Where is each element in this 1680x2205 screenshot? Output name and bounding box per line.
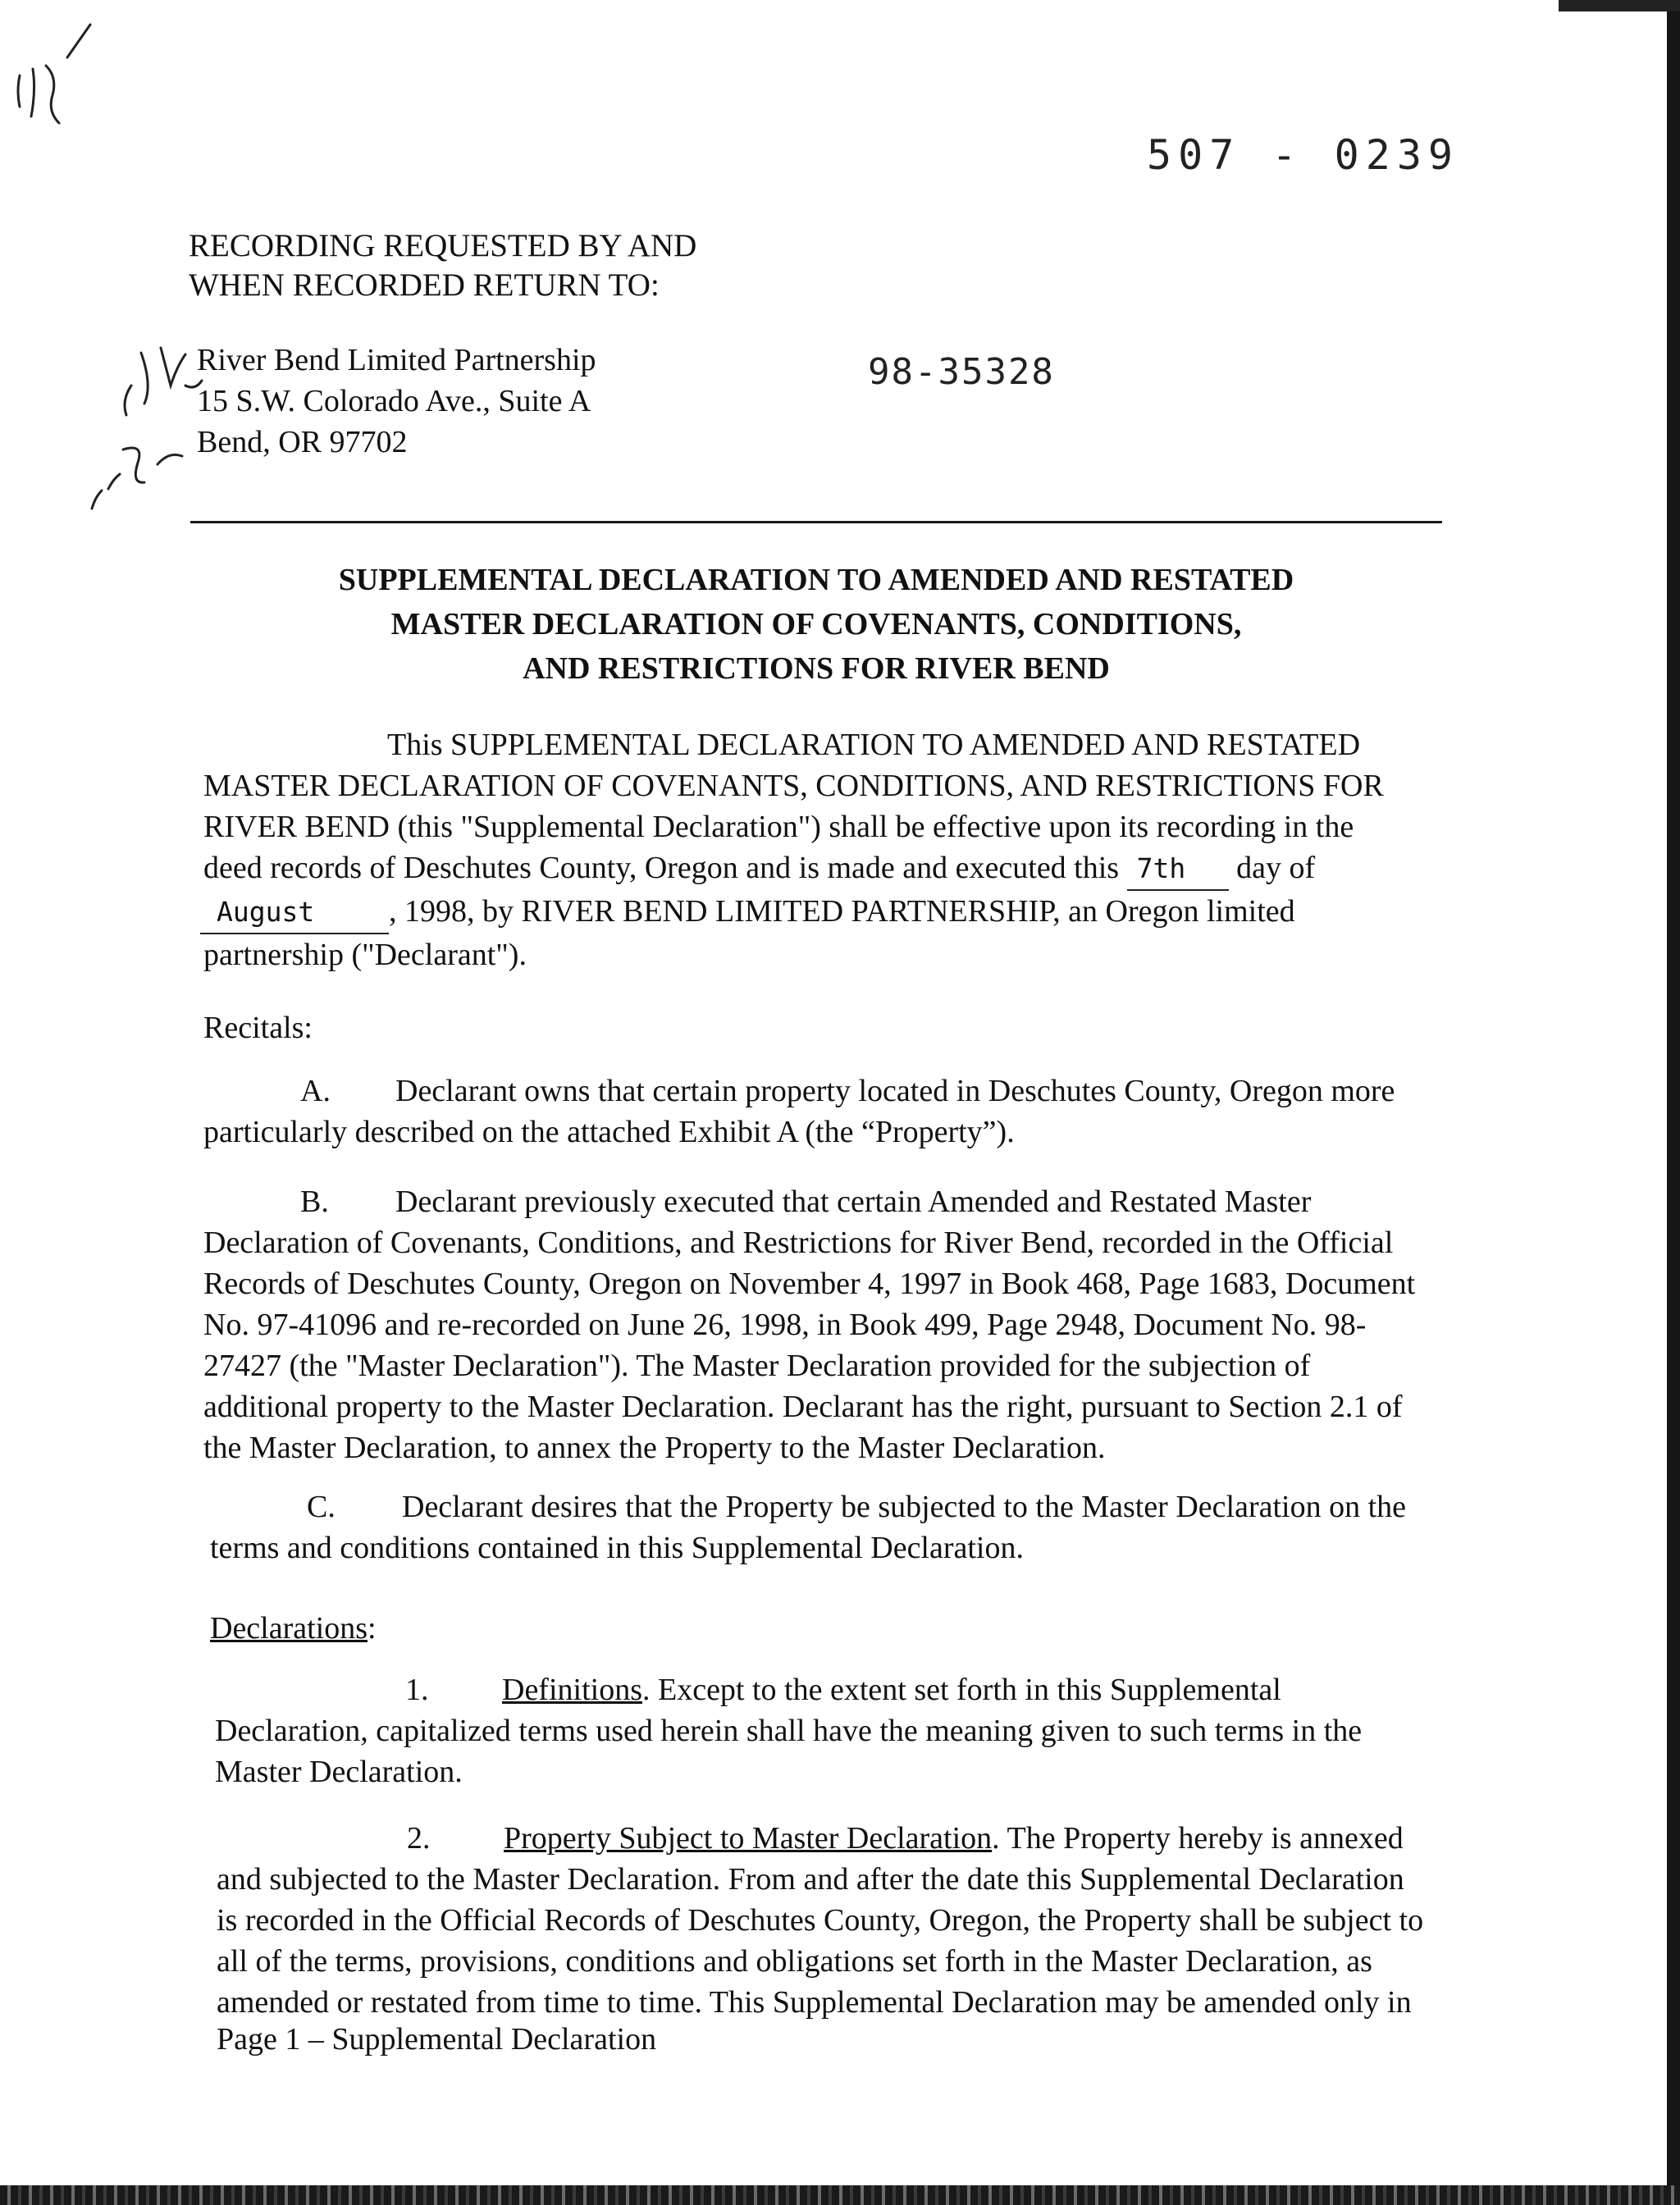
recital-line: additional property to the Master Declaration. Declarant has the right, pursuant to Section 2.1 of xyxy=(203,1390,1403,1424)
section-line: is recorded in the Official Records of Deschutes County, Oregon, the Property shall be subject to xyxy=(217,1903,1424,1938)
scan-edge-top xyxy=(1559,0,1680,11)
recital-letter: C. xyxy=(307,1490,336,1524)
recital-line: 27427 (the "Master Declaration"). The Master Declaration provided for the subjection of xyxy=(203,1349,1311,1383)
recitals-heading: Recitals: xyxy=(203,1011,313,1045)
document-number: 507 - 0239 xyxy=(1147,131,1460,179)
declarations-heading-text: Declarations xyxy=(210,1611,368,1646)
page-footer: Page 1 – Supplemental Declaration xyxy=(217,2022,657,2057)
recital-line: terms and conditions contained in this Supplemental Declaration. xyxy=(210,1531,1024,1565)
section-text: . The Property hereby is annexed xyxy=(992,1821,1404,1856)
recital-b xyxy=(203,1181,1434,1468)
recording-header xyxy=(189,226,845,305)
margin-mark-55 xyxy=(18,25,90,123)
intro-paragraph xyxy=(203,724,1434,975)
section-line xyxy=(217,1818,1447,1859)
scan-edge-right xyxy=(1667,0,1680,2205)
section-2 xyxy=(217,1818,1447,2023)
title-line: MASTER DECLARATION OF COVENANTS, CONDITIONS, xyxy=(390,607,1242,641)
section-1 xyxy=(215,1669,1445,1792)
address-line: Bend, OR 97702 xyxy=(197,425,408,459)
section-line: all of the terms, provisions, conditions and obligations set forth in the Master Declaration, as xyxy=(217,1944,1372,1979)
declarations-colon: : xyxy=(368,1611,377,1646)
section-number: 1. xyxy=(405,1673,429,1707)
month-field: August xyxy=(200,892,389,934)
title-line: AND RESTRICTIONS FOR RIVER BEND xyxy=(523,651,1110,686)
file-number: 98-35328 xyxy=(868,351,1055,393)
handwritten-initials-bottom xyxy=(92,448,182,509)
recital-text: Declarant owns that certain property located in Deschutes County, Oregon more xyxy=(395,1074,1395,1108)
recital-line: Declaration of Covenants, Conditions, and Restrictions for River Bend, recorded in the Official xyxy=(203,1226,1394,1260)
recital-line: No. 97-41096 and re-recorded on June 26, 1998, in Book 499, Page 2948, Document No. 98- xyxy=(203,1308,1367,1342)
recital-letter: B. xyxy=(300,1185,329,1219)
horizontal-rule xyxy=(190,521,1442,523)
intro-line: MASTER DECLARATION OF COVENANTS, CONDITIONS, AND RESTRICTIONS FOR xyxy=(203,769,1384,803)
title-line: SUPPLEMENTAL DECLARATION TO AMENDED AND RESTATED xyxy=(338,563,1294,597)
recording-header-line: RECORDING REQUESTED BY AND xyxy=(189,228,697,263)
scan-edge-bottom xyxy=(0,2185,1680,2205)
recital-line: particularly described on the attached Exhibit A (the “Property”). xyxy=(203,1115,1015,1149)
recital-text: Declarant desires that the Property be subjected to the Master Declaration on the xyxy=(402,1490,1406,1524)
address-line: 15 S.W. Colorado Ave., Suite A xyxy=(197,384,591,418)
recital-line xyxy=(203,1181,1434,1222)
section-line: Master Declaration. xyxy=(215,1755,463,1789)
intro-line: This SUPPLEMENTAL DECLARATION TO AMENDED AND RESTATED xyxy=(387,728,1361,762)
declarations-heading xyxy=(210,1608,1440,1649)
address-line: River Bend Limited Partnership xyxy=(197,343,596,377)
intro-line xyxy=(203,891,1434,934)
return-address xyxy=(197,340,596,463)
recording-header-line: WHEN RECORDED RETURN TO: xyxy=(189,267,660,303)
recital-line: Records of Deschutes County, Oregon on November 4, 1997 in Book 468, Page 1683, Document xyxy=(203,1267,1416,1301)
section-heading: Property Subject to Master Declaration xyxy=(504,1821,993,1856)
intro-text: deed records of Deschutes County, Oregon and is made and executed this xyxy=(203,851,1120,885)
recital-text: Declarant previously executed that certain Amended and Restated Master xyxy=(395,1185,1312,1219)
section-line: and subjected to the Master Declaration. From and after the date this Supplemental Declaration xyxy=(217,1862,1404,1897)
section-line: amended or restated from time to time. This Supplemental Declaration may be amended only in xyxy=(217,1985,1412,2020)
recital-c xyxy=(210,1486,1440,1568)
section-line xyxy=(215,1669,1445,1710)
intro-line xyxy=(203,847,1434,891)
recital-a xyxy=(203,1071,1434,1153)
handwritten-initials-top xyxy=(125,348,202,415)
document-title xyxy=(190,558,1442,691)
section-number: 2. xyxy=(407,1821,431,1856)
recital-line xyxy=(210,1486,1440,1527)
section-heading: Definitions xyxy=(502,1673,642,1707)
recital-line: the Master Declaration, to annex the Property to the Master Declaration. xyxy=(203,1431,1106,1465)
intro-text: day of xyxy=(1236,851,1316,885)
recital-line xyxy=(203,1071,1434,1112)
section-line: Declaration, capitalized terms used herein shall have the meaning given to such terms in the xyxy=(215,1714,1363,1748)
intro-line: partnership ("Declarant"). xyxy=(203,938,527,972)
day-field: 7th xyxy=(1127,848,1229,891)
recital-letter: A. xyxy=(300,1074,331,1108)
section-text: . Except to the extent set forth in this Supplemental xyxy=(641,1673,1281,1707)
intro-text: , 1998, by RIVER BEND LIMITED PARTNERSHIP, an Oregon limited xyxy=(389,894,1295,929)
intro-line: RIVER BEND (this "Supplemental Declaration") shall be effective upon its recording in the xyxy=(203,810,1354,844)
